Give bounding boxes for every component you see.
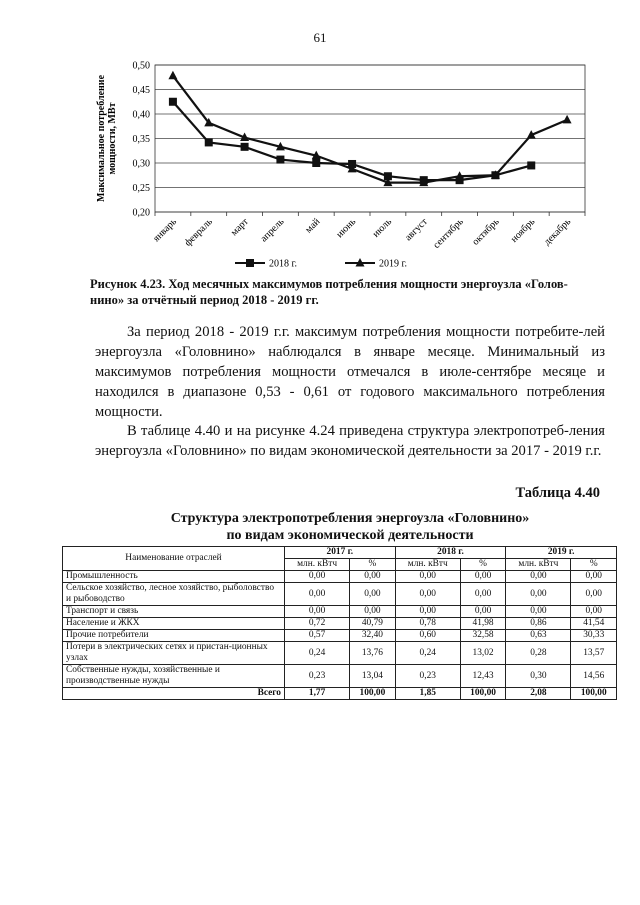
marker-square bbox=[246, 259, 254, 267]
y-axis-label bbox=[96, 74, 118, 202]
value-pct: 41,98 bbox=[460, 618, 506, 630]
value-mkwh: 0,23 bbox=[395, 665, 460, 688]
value-mkwh: 0,60 bbox=[395, 630, 460, 642]
paragraph-2-text: В таблице 4.40 и на рисунке 4.24 приведена структура электропотреб-ления энергоузла «Головнино» по видам экономической деятельности за 2017 - 2019 г.г. bbox=[95, 423, 605, 459]
value-pct: 0,00 bbox=[571, 571, 617, 583]
value-mkwh: 0,63 bbox=[506, 630, 571, 642]
header-unit-mkwh: млн. кВтч bbox=[285, 559, 350, 571]
header-sector-name: Наименование отраслей bbox=[63, 547, 285, 571]
header-unit-pct: % bbox=[460, 559, 506, 571]
value-pct: 32,40 bbox=[350, 630, 396, 642]
sector-name: Сельское хозяйство, лесное хозяйство, рыболовство и рыбоводство bbox=[63, 583, 285, 606]
value-pct: 0,00 bbox=[460, 583, 506, 606]
value-mkwh: 0,00 bbox=[285, 571, 350, 583]
marker-square bbox=[276, 156, 284, 164]
paragraph-1 bbox=[95, 322, 605, 422]
value-mkwh: 0,23 bbox=[285, 665, 350, 688]
sector-name: Собственные нужды, хозяйственные и производственные нужды bbox=[63, 665, 285, 688]
x-tick-label: ноябрь bbox=[508, 216, 538, 245]
value-pct: 41,54 bbox=[571, 618, 617, 630]
y-tick-labels bbox=[133, 61, 151, 219]
value-pct: 14,56 bbox=[571, 665, 617, 688]
table-row bbox=[63, 583, 617, 606]
table-total-row bbox=[63, 688, 617, 700]
header-year-2019: 2019 г. bbox=[506, 547, 617, 559]
table-title-line-1: Структура электропотребления энергоузла «Головнино» bbox=[170, 511, 530, 526]
sector-name: Население и ЖКХ bbox=[63, 618, 285, 630]
header-unit-mkwh: млн. кВтч bbox=[395, 559, 460, 571]
header-unit-mkwh: млн. кВтч bbox=[506, 559, 571, 571]
value-mkwh: 0,00 bbox=[285, 583, 350, 606]
total-label: Всего bbox=[63, 688, 285, 700]
marker-square bbox=[527, 161, 535, 169]
value-mkwh: 0,00 bbox=[285, 606, 350, 618]
x-tick-label: июнь bbox=[334, 216, 359, 241]
consumption-structure-table bbox=[62, 546, 617, 700]
value-mkwh: 0,00 bbox=[506, 606, 571, 618]
table-row bbox=[63, 642, 617, 665]
value-mkwh: 0,86 bbox=[506, 618, 571, 630]
value-mkwh: 0,00 bbox=[395, 571, 460, 583]
x-tick-label: март bbox=[228, 216, 251, 239]
value-pct: 100,00 bbox=[571, 688, 617, 700]
series-line bbox=[173, 76, 567, 183]
header-year-2018: 2018 г. bbox=[395, 547, 506, 559]
marker-triangle bbox=[563, 115, 572, 123]
table-title-line-2: по видам экономической деятельности bbox=[226, 528, 474, 543]
x-tick-label: май bbox=[303, 216, 323, 236]
value-mkwh: 0,24 bbox=[395, 642, 460, 665]
value-pct: 13,04 bbox=[350, 665, 396, 688]
table-row bbox=[63, 618, 617, 630]
legend-label: 2019 г. bbox=[379, 258, 407, 270]
sector-name: Промышленность bbox=[63, 571, 285, 583]
value-pct: 0,00 bbox=[350, 571, 396, 583]
page-number: 61 bbox=[313, 30, 327, 45]
table-header-row-years bbox=[63, 547, 617, 559]
paragraph-1-text: За период 2018 - 2019 г.г. максимум потребления мощности потребите-лей энергоузла «Головнино» наблюдался в январе месяце. Минимальный из максимумов потребления мощности отмечался в июле-сентябре месяце и находился в диапазоне 0,53 - 0,61 от годового максимального потребления мощности. bbox=[95, 324, 605, 420]
x-tick-label: февраль bbox=[182, 216, 215, 249]
sector-name: Прочие потребители bbox=[63, 630, 285, 642]
chart-series bbox=[168, 71, 571, 186]
x-tick-label: январь bbox=[151, 216, 180, 245]
marker-square bbox=[205, 138, 213, 146]
value-mkwh: 0,78 bbox=[395, 618, 460, 630]
value-pct: 100,00 bbox=[460, 688, 506, 700]
value-pct: 40,79 bbox=[350, 618, 396, 630]
y-axis-label-line: Максимальное потребление bbox=[96, 74, 107, 203]
value-mkwh: 0,00 bbox=[506, 583, 571, 606]
value-mkwh: 0,28 bbox=[506, 642, 571, 665]
marker-square bbox=[241, 143, 249, 151]
figure-caption: Рисунок 4.23. Ход месячных максимумов потребления мощности энергоузла «Голов-нино» за отчётный период 2018 - 2019 гг. bbox=[90, 277, 568, 307]
x-tick-label: апрель bbox=[258, 216, 287, 245]
value-mkwh: 1,77 bbox=[285, 688, 350, 700]
y-tick-label: 0,20 bbox=[132, 207, 150, 219]
value-pct: 30,33 bbox=[571, 630, 617, 642]
x-tick-label: июль bbox=[370, 216, 395, 240]
value-mkwh: 0,72 bbox=[285, 618, 350, 630]
value-pct: 100,00 bbox=[350, 688, 396, 700]
y-tick-label: 0,30 bbox=[132, 158, 150, 170]
value-pct: 0,00 bbox=[571, 583, 617, 606]
y-tick-label: 0,50 bbox=[132, 60, 150, 72]
value-pct: 12,43 bbox=[460, 665, 506, 688]
line-chart bbox=[60, 55, 600, 275]
legend-label: 2018 г. bbox=[269, 258, 297, 270]
table-body bbox=[63, 571, 617, 700]
value-pct: 13,57 bbox=[571, 642, 617, 665]
header-unit-pct: % bbox=[571, 559, 617, 571]
marker-square bbox=[169, 98, 177, 106]
value-pct: 13,76 bbox=[350, 642, 396, 665]
value-pct: 13,02 bbox=[460, 642, 506, 665]
table-row bbox=[63, 630, 617, 642]
x-tick-label: август bbox=[402, 216, 430, 244]
marker-square bbox=[312, 159, 320, 167]
chart-gridlines bbox=[155, 65, 585, 216]
table-title bbox=[60, 510, 640, 544]
y-tick-label: 0,40 bbox=[132, 109, 150, 121]
paragraph-2 bbox=[95, 421, 605, 461]
value-mkwh: 0,00 bbox=[395, 606, 460, 618]
sector-name: Транспорт и связь bbox=[63, 606, 285, 618]
x-tick-label: октябрь bbox=[470, 216, 502, 248]
y-tick-label: 0,25 bbox=[132, 183, 150, 194]
value-mkwh: 0,00 bbox=[395, 583, 460, 606]
chart-legend bbox=[235, 258, 407, 270]
header-unit-pct: % bbox=[350, 559, 396, 571]
value-pct: 0,00 bbox=[571, 606, 617, 618]
y-tick-label: 0,35 bbox=[132, 134, 150, 145]
table-row bbox=[63, 571, 617, 583]
table-label: Таблица 4.40 bbox=[515, 485, 600, 501]
value-pct: 0,00 bbox=[350, 583, 396, 606]
table-row bbox=[63, 606, 617, 618]
y-axis-label-line: мощности, МВт bbox=[107, 102, 118, 175]
value-pct: 0,00 bbox=[460, 606, 506, 618]
value-mkwh: 0,00 bbox=[506, 571, 571, 583]
table-row bbox=[63, 665, 617, 688]
value-pct: 0,00 bbox=[350, 606, 396, 618]
value-pct: 32,58 bbox=[460, 630, 506, 642]
header-year-2017: 2017 г. bbox=[285, 547, 396, 559]
marker-triangle bbox=[168, 71, 177, 80]
x-tick-label: сентябрь bbox=[431, 216, 466, 251]
sector-name: Потери в электрических сетях и пристан-ционных узлах bbox=[63, 642, 285, 665]
value-mkwh: 2,08 bbox=[506, 688, 571, 700]
x-tick-labels bbox=[151, 216, 573, 251]
value-mkwh: 1,85 bbox=[395, 688, 460, 700]
x-tick-label: декабрь bbox=[541, 216, 574, 248]
y-tick-label: 0,45 bbox=[132, 85, 150, 96]
value-pct: 0,00 bbox=[460, 571, 506, 583]
value-mkwh: 0,30 bbox=[506, 665, 571, 688]
value-mkwh: 0,57 bbox=[285, 630, 350, 642]
value-mkwh: 0,24 bbox=[285, 642, 350, 665]
